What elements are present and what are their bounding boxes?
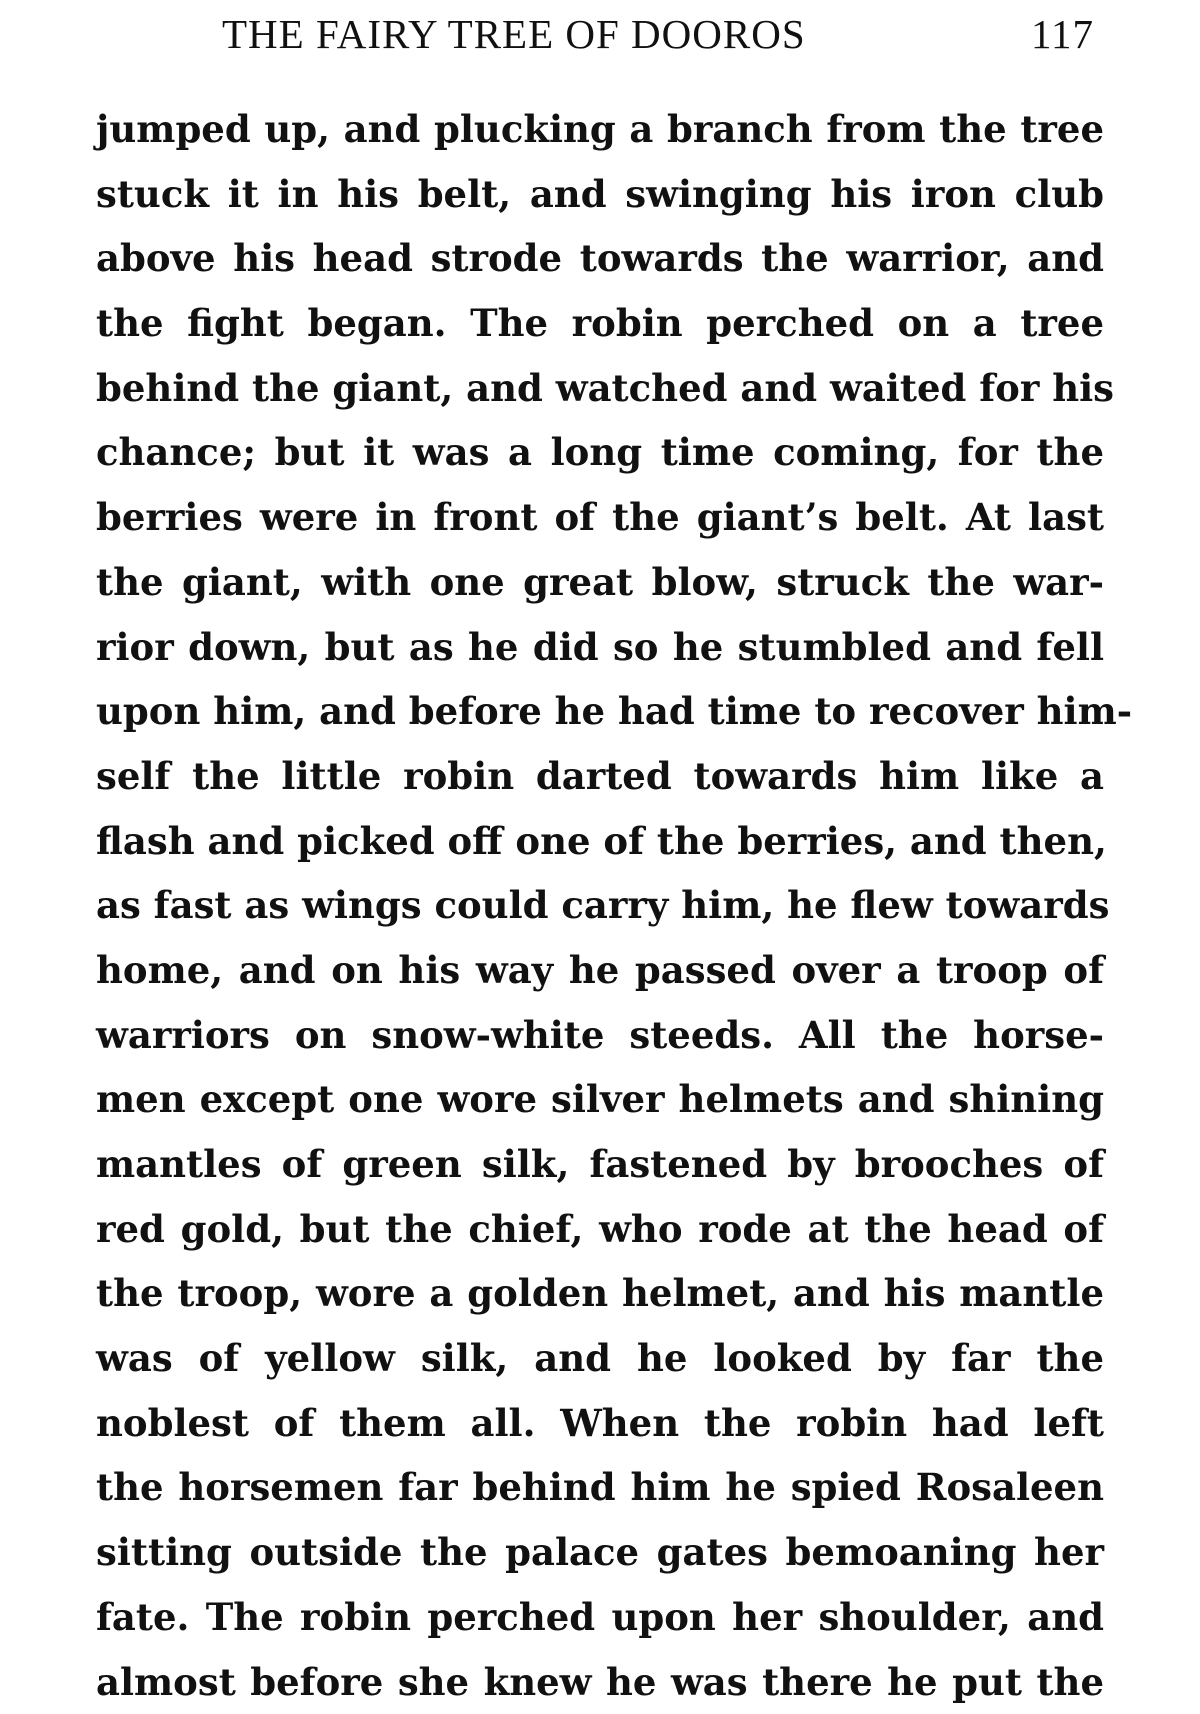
text-line: the horsemen far behind him he spied Rosaleen (96, 1455, 1104, 1520)
text-line: jumped up, and plucking a branch from the tree (96, 97, 1104, 162)
text-line: noblest of them all. When the robin had left (96, 1391, 1104, 1456)
text-line: berries were in front of the giant’s belt. At last (96, 485, 1104, 550)
text-line: the fight began. The robin perched on a tree (96, 291, 1104, 356)
running-header (96, 10, 1104, 70)
body-text (96, 97, 1104, 1714)
text-line: flash and picked off one of the berries, and then, (96, 809, 1104, 874)
text-line: self the little robin darted towards him like a (96, 744, 1104, 809)
text-line: as fast as wings could carry him, he flew towards (96, 873, 1104, 938)
text-line: home, and on his way he passed over a troop of (96, 938, 1104, 1003)
running-title: THE FAIRY TREE OF DOOROS (222, 10, 806, 58)
text-line: behind the giant, and watched and waited for his (96, 356, 1104, 421)
text-line: mantles of green silk, fastened by brooches of (96, 1132, 1104, 1197)
page-number: 117 (1031, 10, 1094, 58)
text-line: upon him, and before he had time to recover him- (96, 679, 1104, 744)
text-line: stuck it in his belt, and swinging his iron club (96, 162, 1104, 227)
text-line: red gold, but the chief, who rode at the head of (96, 1197, 1104, 1262)
text-line: the giant, with one great blow, struck the war- (96, 550, 1104, 615)
text-line: fate. The robin perched upon her shoulder, and (96, 1585, 1104, 1650)
text-line: chance; but it was a long time coming, for the (96, 420, 1104, 485)
text-line: men except one wore silver helmets and shining (96, 1067, 1104, 1132)
text-line: sitting outside the palace gates bemoaning her (96, 1520, 1104, 1585)
text-line: above his head strode towards the warrior, and (96, 226, 1104, 291)
text-line: the troop, wore a golden helmet, and his mantle (96, 1261, 1104, 1326)
text-line: rior down, but as he did so he stumbled and fell (96, 615, 1104, 680)
text-line: almost before she knew he was there he put the (96, 1650, 1104, 1714)
text-line: warriors on snow-white steeds. All the horse- (96, 1003, 1104, 1068)
text-line: was of yellow silk, and he looked by far the (96, 1326, 1104, 1391)
